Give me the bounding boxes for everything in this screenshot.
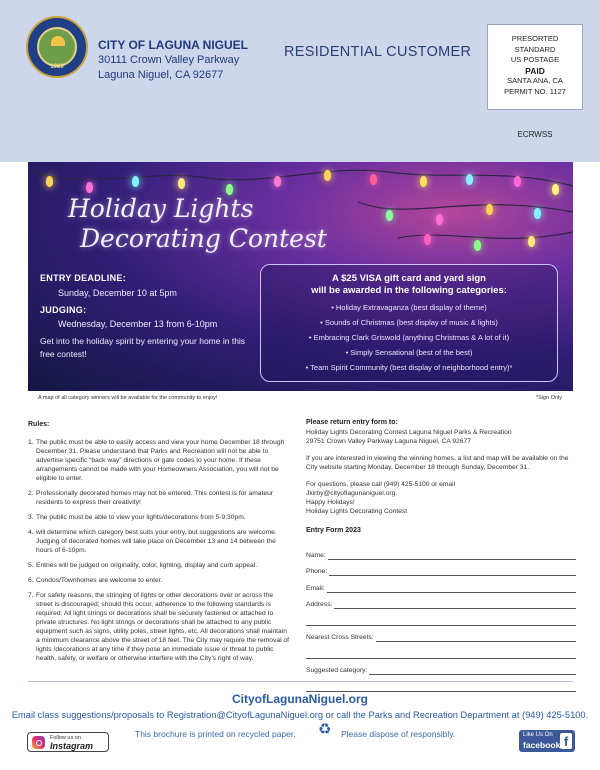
rule-text: Entries will be judged on originality, color, lighting, display and curb appeal. [36,562,258,569]
instagram-follow-text: Follow us on [50,735,81,741]
light-bulb-icon [486,204,493,215]
phone-field[interactable] [306,560,576,577]
cross-streets-field[interactable] [306,626,576,643]
indicia-line: SANTA ANA, CA [507,76,563,85]
light-bulb-icon [552,184,559,195]
winners-text: If you are interested in viewing the winning homes, a list and map will be available on the City website starting Monday, December 18 through Sunday, December 31. [306,455,569,471]
category-item: • Holiday Extravaganza (best display of theme) [331,303,487,312]
rule-text: For safety reasons, the stringing of lights or other decorations over or across the street is discouraged; should this occur, adherence to the following standards is required: All light strings or decorations shall be securely fastened or attached to private structures. No light strings or decorations shall be attached to any public equipment such as signs, utility poles, street lights, etc. All decorations shall maintain a minimum clearance above the street of 18 feet. The City may require the removal of lights /decorations at any time if they pose an immediate issue or threat to public health, safety, or welfare or otherwise interfere with the City’s right of way. [36,592,290,662]
rule-item [28,513,290,522]
contest-banner [28,162,573,391]
indicia-line: PRESORTED [511,34,559,43]
title-line-1: Holiday Lights [68,194,254,223]
category-item: • Sounds of Christmas (best display of music & lights) [320,318,498,327]
facebook-like-text: Like Us On [523,732,553,738]
rules-column [28,420,290,669]
email-line[interactable] [327,585,576,593]
signoff: Holiday Lights Decorating Contest [306,508,408,515]
facebook-wordmark: facebook [523,740,561,750]
category-line[interactable] [369,667,576,675]
address-line[interactable] [334,601,576,609]
award-box [260,264,558,382]
cross-streets-line-extra[interactable] [306,642,576,659]
rule-item [28,576,290,585]
mailing-header [0,0,600,162]
rule-text: Professionally decorated homes may not be entered. This contest is for amateur residents to express their creativity! [36,490,274,506]
light-bulb-icon [474,240,481,251]
category-item: • Simply Sensational (best of the best) [345,348,473,357]
seal-sun-icon [51,36,65,46]
greeting: Happy Holidays! [306,499,355,506]
light-bulb-icon [436,214,443,225]
residential-customer: RESIDENTIAL CUSTOMER [284,44,472,60]
banner-title [68,194,327,254]
rule-number: 6. [28,577,34,584]
category-field[interactable] [306,659,576,676]
light-bulb-icon [424,234,431,245]
postage-indicia [487,24,583,110]
map-note: A map of all category winners will be available for the community to enjoy! [38,395,218,401]
return-address-line2: Laguna Niguel, CA 92677 [98,69,224,81]
rule-text: will determine which category best suits your entry, but suggestions are welcome. Judging of decorated homes will take place on December 13 and 14 between the hours of 6-10pm. [36,529,277,554]
email-label: Email: [306,584,325,592]
address-label: Address: [306,601,333,608]
website-link[interactable]: CityofLagunaNiguel.org [232,692,368,706]
rule-text: Condos/Townhomes are welcome to enter. [36,577,163,584]
award-heading-2: will be awarded in the following categories: [311,285,507,296]
light-bulb-icon [466,174,473,185]
instagram-icon [32,736,45,749]
phone-label: Phone: [306,568,328,575]
rule-number: 3. [28,514,34,521]
rules-heading: Rules: [28,421,50,428]
promo-text: Get into the holiday spirit by entering your home in this free contest! [40,336,246,359]
email-field[interactable] [306,576,576,593]
indicia-line: STANDARD [514,44,556,54]
title-line-2: Decorating Contest [80,224,327,253]
light-bulb-icon [370,174,377,185]
light-bulb-icon [528,236,535,247]
facebook-icon: f [560,733,572,749]
recycled-note: This brochure is printed on recycled paper. [135,729,296,739]
rule-text: The public must be able to view your lights/decorations from 5-9:30pm. [36,514,246,521]
award-heading-1: A $25 VISA gift card and yard sign [332,273,486,284]
light-bulb-icon [132,176,139,187]
rule-item [28,438,290,483]
indicia-paid: PAID [525,65,545,76]
category-item: • Embracing Clark Griswold (anything Christmas & A lot of it) [308,333,510,342]
light-bulb-icon [324,170,331,181]
cross-streets-line[interactable] [376,634,576,642]
deadline-label: ENTRY DEADLINE: [40,273,127,283]
phone-line[interactable] [329,568,576,576]
rule-number: 2. [28,490,34,497]
name-label: Name: [306,551,326,559]
city-seal-logo [26,16,88,78]
rule-number: 4. [28,529,34,536]
category-line-extra[interactable] [306,675,576,692]
questions-text: For questions, please call (949) 425-5100 or email [306,481,456,488]
light-bulb-icon [86,182,93,193]
judging-label: JUDGING: [40,305,87,315]
category-list [261,300,557,375]
cross-streets-label: Nearest Cross Streets: [306,634,374,641]
rule-item [28,591,290,663]
return-city-name: CITY OF LAGUNA NIGUEL [98,38,248,52]
light-bulb-icon [178,178,185,189]
dispose-note: Please dispose of responsibly. [341,729,456,739]
rule-text: The public must be able to easily access and view your home December 18 through December 31. Please understand that Parks and Recreation will not be able to advertise specific “back way” directions or gate codes to your home. If these arrangements cannot be made with your Homeowners Association, you will not be eligible to enter. [36,439,285,482]
seal-landscape [37,27,77,67]
rule-item [28,489,290,507]
instagram-wordmark: Instagram [50,741,94,751]
indicia-line: PERMIT NO. 1127 [504,86,566,96]
name-field[interactable] [306,543,576,560]
light-bulb-icon [386,210,393,221]
indicia-line: US POSTAGE [510,55,560,64]
deadline-value: Sunday, December 10 at 5pm [58,288,177,298]
facebook-badge[interactable] [519,730,575,752]
sign-only-note: *Sign Only [536,395,562,401]
address-field[interactable] [306,593,576,610]
contact-email[interactable]: Jkirby@cityoflagunaniguel.org. [306,490,398,497]
address-line-extra[interactable] [306,609,576,626]
rule-number: 7. [28,592,34,599]
registration-email-line: Email class suggestions/proposals to Registration@CityofLagunaNiguel.org or call the Parks and Recreation Department at (949) 425-5100. [11,710,589,720]
return-address-line1: 30111 Crown Valley Parkway [98,54,240,66]
light-bulb-icon [534,208,541,219]
rule-number: 1. [28,439,34,446]
light-bulb-icon [46,176,53,187]
judging-value: Wednesday, December 13 from 6-10pm [58,319,218,329]
seal-year: 1989 [50,64,64,70]
return-address [98,38,248,83]
return-heading: Please return entry form to: [306,419,398,426]
return-line-2: 29751 Crown Valley Parkway Laguna Niguel, CA 92677 [306,438,471,445]
footer-divider [28,681,573,682]
light-bulb-icon [274,176,281,187]
ecrwss-label: ECRWSS [517,130,553,139]
name-line[interactable] [328,552,576,560]
category-label: Suggested category: [306,667,368,674]
light-bulb-icon [514,176,521,187]
category-item: • Team Spirit Community (best display of neighborhood entry)* [305,363,513,372]
instagram-badge[interactable] [27,732,109,752]
recycle-icon: ♻ [318,721,332,738]
rule-item [28,561,290,570]
return-line-1: Holiday Lights Decorating Contest Laguna Niguel Parks & Recreation [306,429,512,436]
rule-number: 5. [28,562,34,569]
entry-form-heading: Entry Form 2023 [306,527,361,534]
return-column [306,418,576,692]
rule-item [28,528,290,555]
light-bulb-icon [420,176,427,187]
